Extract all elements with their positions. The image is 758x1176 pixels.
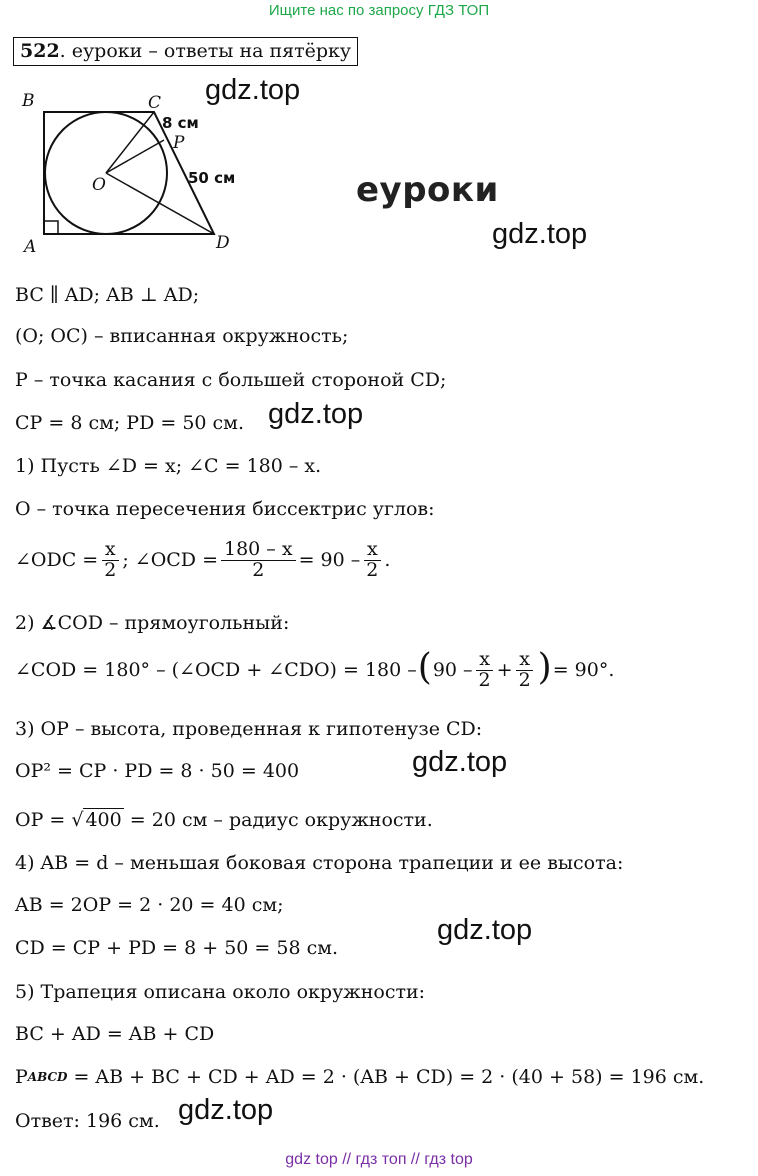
- watermark: gdz.top: [492, 218, 588, 250]
- label-c: C: [148, 93, 162, 113]
- fraction: $\frac{x}{2}$: [476, 650, 494, 691]
- label-d: D: [216, 233, 230, 253]
- answer-line: Ответ: 196 см.: [15, 1110, 160, 1132]
- label-o: O: [92, 175, 106, 195]
- segment-oc: [106, 112, 154, 173]
- solution-line: AB = 2OP = 2 · 20 = 40 см;: [15, 894, 284, 916]
- fraction: $\frac{180 - x}{2}$: [221, 540, 296, 581]
- solution-line: 2) ∡COD – прямоугольный:: [15, 612, 290, 634]
- task-header: [13, 37, 358, 66]
- task-number: 522: [20, 40, 60, 62]
- top-banner: Ищите нас по запросу ГДЗ ТОП: [268, 2, 490, 19]
- fraction: $\frac{x}{2}$: [516, 650, 534, 691]
- segment-op: [106, 140, 164, 173]
- solution-line: (O; OC) – вписанная окружность;: [15, 325, 349, 347]
- solution-line: BC ∥ AD; AB ⊥ AD;: [15, 284, 200, 306]
- label-p: P: [173, 133, 185, 153]
- task-title: . еуроки – ответы на пятёрку: [59, 40, 352, 62]
- label-b: B: [22, 91, 35, 111]
- watermark: gdz.top: [437, 914, 533, 946]
- brand-logo: еуроки: [356, 170, 499, 210]
- label-cp: 8 см: [162, 114, 199, 132]
- solution-line: 3) OP – высота, проведенная к гипотенузе CD:: [15, 718, 483, 740]
- trapezoid-figure: [20, 84, 260, 260]
- fraction: $\frac{x}{2}$: [363, 540, 381, 581]
- watermark: gdz.top: [178, 1094, 274, 1126]
- solution-line-perimeter: P ABCD = AB + BC + CD + AD = 2 · (AB + CD) = 2 · (40 + 58) = 196 см.: [15, 1066, 705, 1088]
- fraction: $\frac{x}{2}$: [101, 540, 119, 581]
- solution-line-fractions: ∠ODC = $\frac{x}{2}$ ; ∠OCD = $\frac{180 - x}{2}$ = 90 – $\frac{x}{2}$ .: [15, 538, 391, 581]
- solution-line: 4) AB = d – меньшая боковая сторона трапеции и ее высота:: [15, 852, 624, 874]
- solution-line: CP = 8 см; PD = 50 см.: [15, 412, 245, 434]
- solution-line: P – точка касания с большей стороной CD;: [15, 369, 447, 391]
- solution-line-sqrt: OP = √ 400 = 20 см – радиус окружности.: [15, 808, 433, 831]
- solution-line: 1) Пусть ∠D = x; ∠C = 180 – x.: [15, 455, 322, 477]
- footer-links: gdz top // гдз топ // гдз top: [285, 1151, 473, 1168]
- right-angle-mark: [44, 221, 58, 234]
- watermark: gdz.top: [205, 74, 301, 106]
- label-a: A: [24, 237, 37, 257]
- watermark: gdz.top: [268, 398, 364, 430]
- solution-line: BC + AD = AB + CD: [15, 1023, 215, 1045]
- solution-line: OP² = CP · PD = 8 · 50 = 400: [15, 760, 300, 782]
- solution-line: O – точка пересечения биссектрис углов:: [15, 498, 435, 520]
- label-pd: 50 см: [188, 169, 236, 187]
- solution-line: 5) Трапеция описана около окружности:: [15, 981, 426, 1003]
- watermark: gdz.top: [412, 746, 508, 778]
- solution-line-fractions: ∠COD = 180° – (∠OCD + ∠CDO) = 180 – ( 90 – $\frac{x}{2}$ + $\frac{x}{2}$ ) = 90°.: [15, 647, 615, 691]
- solution-line: CD = CP + PD = 8 + 50 = 58 см.: [15, 937, 339, 959]
